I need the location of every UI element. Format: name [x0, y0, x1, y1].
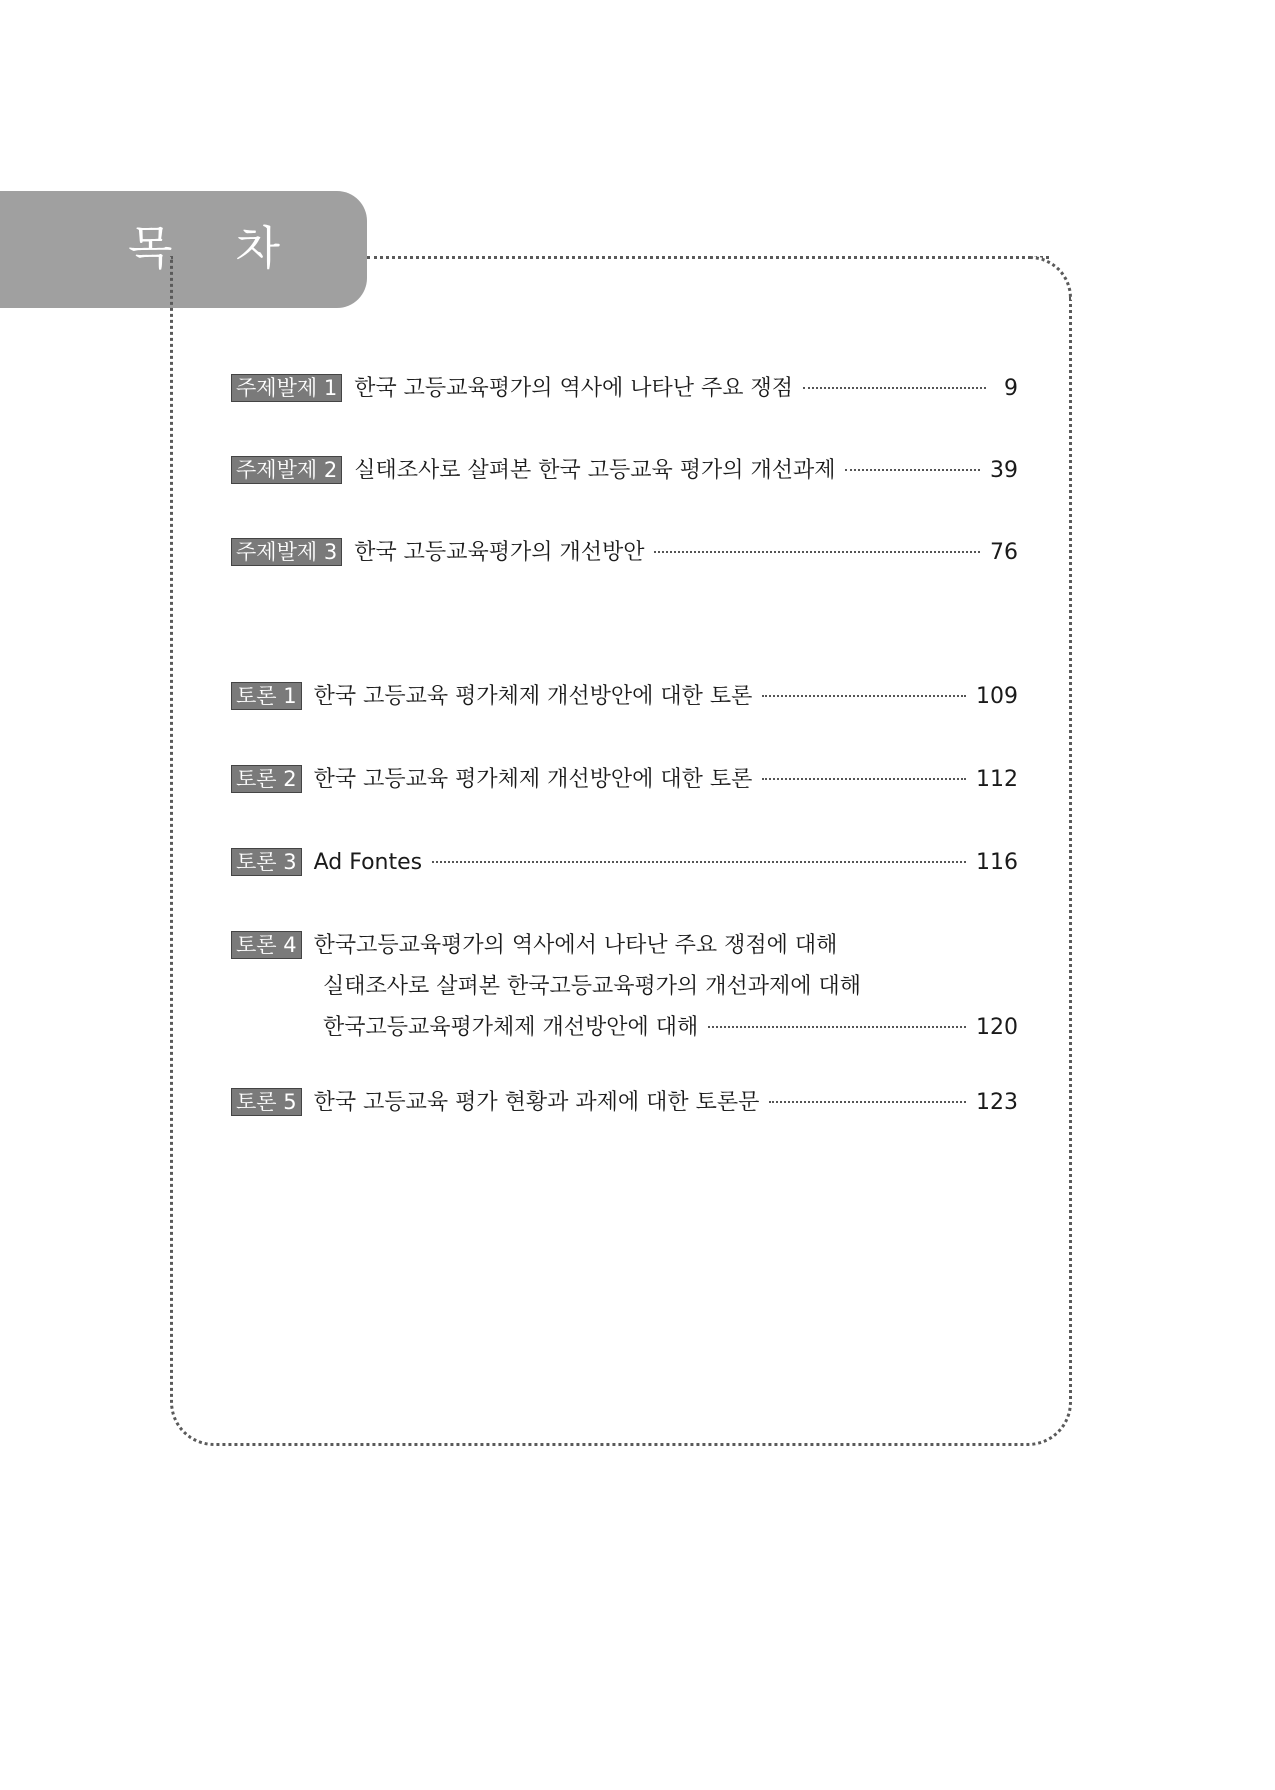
entry-page-number: 116: [976, 850, 1018, 875]
toc-entry[interactable]: [231, 765, 1018, 795]
dot-leader: [762, 695, 966, 697]
toc-entry[interactable]: [231, 374, 1018, 404]
entry-title: 한국 고등교육평가의 개선방안: [354, 540, 645, 565]
entry-page-number: 76: [990, 540, 1018, 565]
entry-page-number: 39: [990, 458, 1018, 483]
entry-tag: 토론 1: [231, 682, 302, 710]
entry-title: Ad Fontes: [313, 850, 423, 875]
entry-tag: 주제발제 1: [231, 374, 342, 402]
entry-title-line-3: 한국고등교육평가체제 개선방안에 대해: [323, 1015, 699, 1040]
toc-entry[interactable]: [231, 682, 1018, 712]
toc-entry[interactable]: [231, 848, 1018, 878]
toc-entry[interactable]: [231, 456, 1018, 486]
entry-page-number: 112: [976, 767, 1018, 792]
dot-leader: [803, 387, 986, 389]
entry-title: 한국 고등교육 평가체제 개선방안에 대한 토론: [313, 767, 753, 792]
toc-entry[interactable]: [231, 931, 1018, 961]
entry-tag: 토론 4: [231, 931, 302, 959]
entry-title: 한국 고등교육 평가체제 개선방안에 대한 토론: [313, 684, 753, 709]
title-char-2: 차: [235, 221, 280, 275]
dot-leader: [762, 778, 966, 780]
entry-title-line-1: 한국고등교육평가의 역사에서 나타난 주요 쟁점에 대해: [313, 933, 838, 958]
entry-tag: 주제발제 2: [231, 456, 342, 484]
toc-entry-continuation[interactable]: [323, 1013, 1018, 1043]
dot-leader: [654, 551, 980, 553]
entry-tag: 주제발제 3: [231, 538, 342, 566]
entry-page-number: 9: [1004, 376, 1018, 401]
toc-frame-top-border: [367, 256, 1049, 259]
entry-title: 한국 고등교육평가의 역사에 나타난 주요 쟁점: [354, 376, 793, 401]
toc-entry[interactable]: [231, 1088, 1018, 1118]
entry-page-number: 123: [976, 1090, 1018, 1115]
dot-leader: [845, 469, 980, 471]
dot-leader: [432, 861, 966, 863]
dot-leader: [769, 1101, 966, 1103]
entry-tag: 토론 5: [231, 1088, 302, 1116]
entry-tag: 토론 2: [231, 765, 302, 793]
entry-title-line-2: 실태조사로 살펴본 한국고등교육평가의 개선과제에 대해: [323, 974, 862, 999]
dot-leader: [708, 1026, 966, 1028]
toc-entry[interactable]: [231, 538, 1018, 568]
entry-page-number: 120: [976, 1015, 1018, 1040]
title-char-1: 목: [128, 221, 173, 275]
entry-title: 한국 고등교육 평가 현황과 과제에 대한 토론문: [313, 1090, 760, 1115]
entry-title: 실태조사로 살펴본 한국 고등교육 평가의 개선과제: [354, 458, 836, 483]
entry-tag: 토론 3: [231, 848, 302, 876]
entry-page-number: 109: [976, 684, 1018, 709]
